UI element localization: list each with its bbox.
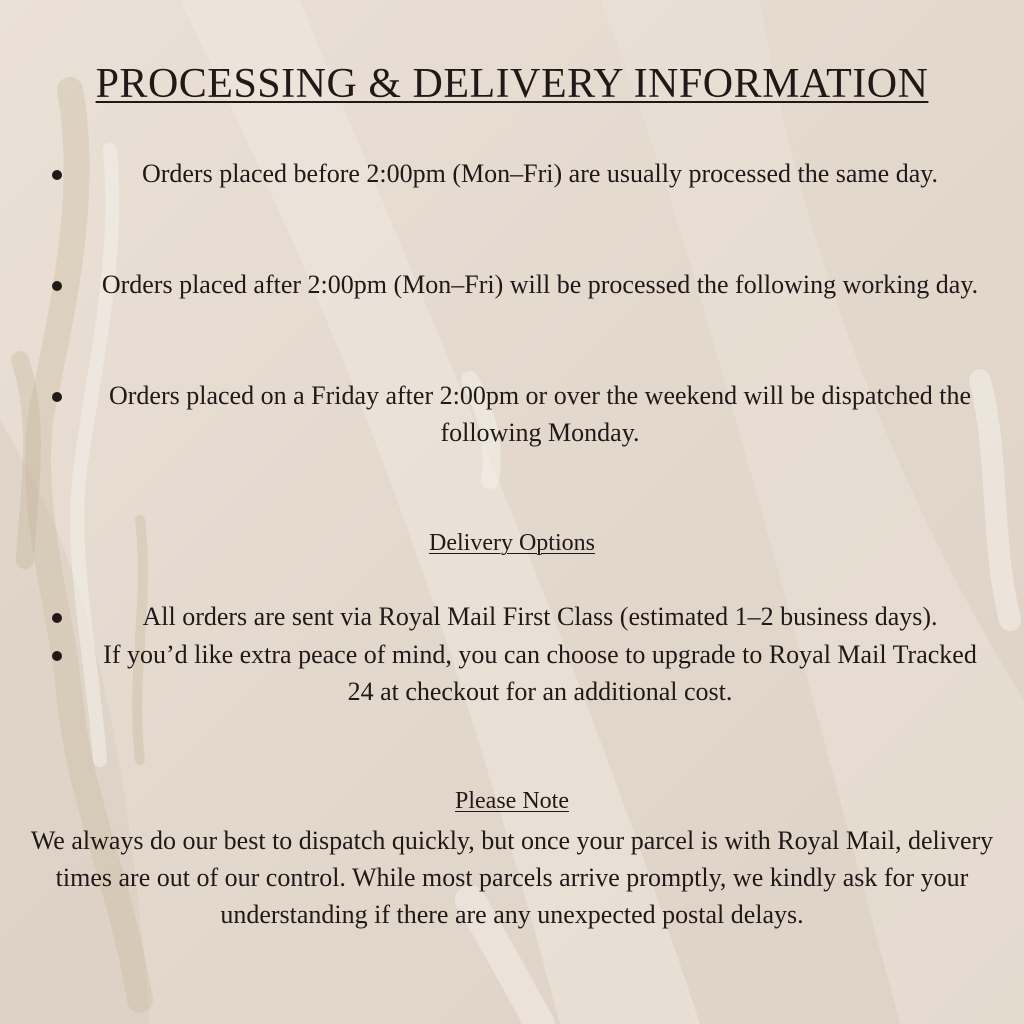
- processing-bullet-1: Orders placed before 2:00pm (Mon–Fri) are usually processed the same day.: [141, 159, 939, 188]
- page-title-text: PROCESSING & DELIVERY INFORMATION: [95, 61, 929, 107]
- processing-bullet-2: Orders placed after 2:00pm (Mon–Fri) will be processed the following working day.: [101, 270, 979, 299]
- bullet-point: [52, 613, 62, 623]
- please-note-heading: Please Note: [455, 788, 569, 814]
- processing-bullet-3: Orders placed on a Friday after 2:00pm or over the weekend will be dispatched the following Monday.: [108, 381, 972, 447]
- delivery-options-heading: Delivery Options: [429, 530, 595, 556]
- bullet-point: [52, 281, 62, 291]
- bullet-point: [52, 170, 62, 180]
- page-title: [0, 60, 1024, 108]
- bullet-point: [52, 392, 62, 402]
- please-note-body: We always do our best to dispatch quickly, but once your parcel is with Royal Mail, delivery times are out of our control. While most parcels arrive promptly, we kindly ask for your understanding if there are any unexpected postal delays.: [30, 826, 994, 929]
- delivery-bullet-1: All orders are sent via Royal Mail First Class (estimated 1–2 business days).: [142, 602, 938, 631]
- bullet-point: [52, 651, 62, 661]
- delivery-bullet-2: If you’d like extra peace of mind, you can choose to upgrade to Royal Mail Tracked 24 at checkout for an additional cost.: [103, 640, 977, 706]
